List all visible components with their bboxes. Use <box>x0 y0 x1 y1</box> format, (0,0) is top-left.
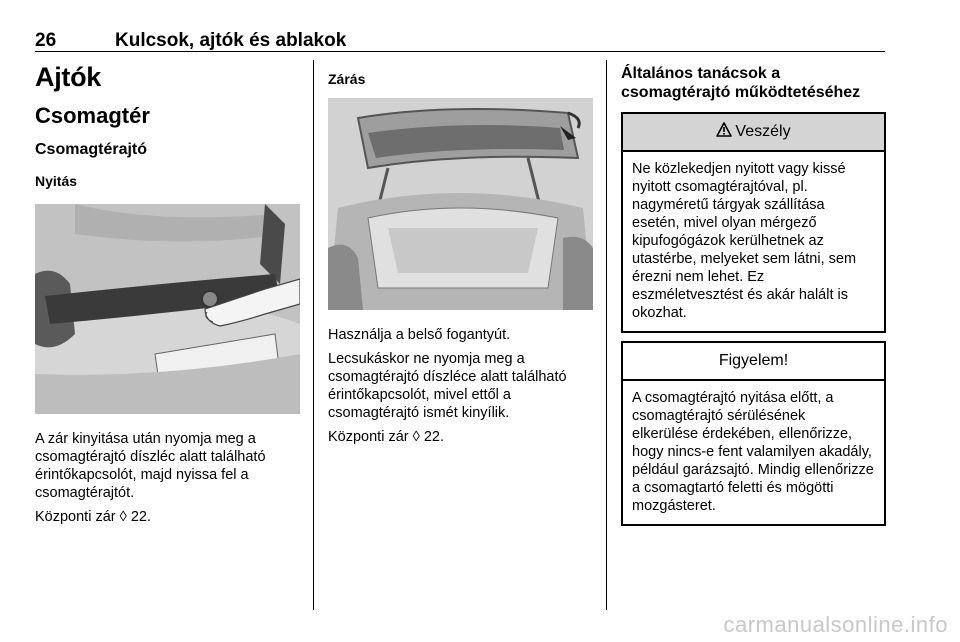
warning-triangle-icon <box>716 122 732 142</box>
section-title: Ajtók <box>35 62 102 92</box>
notice-text: A csomagtérajtó nyitása előtt, a csomagtérajtó sérülésének elkerülése érdekében, ellenőrizze, hogy nincs-e fent valamilyen akadály, például garázsajtó. Mindig ellenőrizze a csomagtartó feletti és mögötti mozgásteret. <box>632 390 874 514</box>
tips-heading: Általános tanácsok a csomagtérajtó működtetéséhez <box>621 65 861 101</box>
column-1 <box>35 60 300 526</box>
danger-box-header <box>623 114 884 152</box>
tailgate-opening-figure <box>35 204 300 414</box>
subsection-title: Csomagtér <box>35 103 150 128</box>
opening-instructions: A zár kinyitása után nyomja meg a csomagtérajtó díszléc alatt található érintőkapcsolót, majd nyissa fel a csomagtérajtót. <box>35 431 266 501</box>
closing-instructions: Lecsukáskor ne nyomja meg a csomagtérajtó díszléce alatt található érintőkapcsolót, mivel ettől a csomagtérajtó ismét kinyílik. <box>328 351 567 421</box>
page-number: 26 <box>35 30 57 51</box>
column-divider <box>313 60 314 610</box>
watermark: carmanualsonline.info <box>723 612 948 637</box>
danger-box <box>621 112 886 333</box>
column-2 <box>328 60 593 446</box>
page-header <box>35 28 885 52</box>
tailgate-closing-figure <box>328 98 593 310</box>
closing-heading: Zárás <box>328 71 366 87</box>
notice-box <box>621 341 886 526</box>
central-lock-reference: Központi zár ◊ 22. <box>328 429 444 445</box>
danger-title: Veszély <box>735 123 791 140</box>
chapter-title: Kulcsok, ajtók és ablakok <box>115 30 347 51</box>
column-3 <box>621 60 886 526</box>
column-divider <box>606 60 607 610</box>
central-lock-reference: Központi zár ◊ 22. <box>35 509 151 525</box>
notice-box-header <box>623 343 884 381</box>
notice-title: Figyelem! <box>718 352 789 369</box>
opening-heading: Nyitás <box>35 173 78 189</box>
danger-text: Ne közlekedjen nyitott vagy kissé nyitott csomagtérajtóval, pl. nagyméretű tárgyak szállítása esetén, mivel olyan mérgező kipufogógázok kerülhetnek az utastérbe, melyeket sem látni, sem érezni nem lehet. Ez eszméletvesztést és akár halált is okozhat. <box>632 161 857 321</box>
closing-use-handle: Használja a belső fogantyút. <box>328 327 511 343</box>
topic-title: Csomagtérajtó <box>35 141 148 158</box>
